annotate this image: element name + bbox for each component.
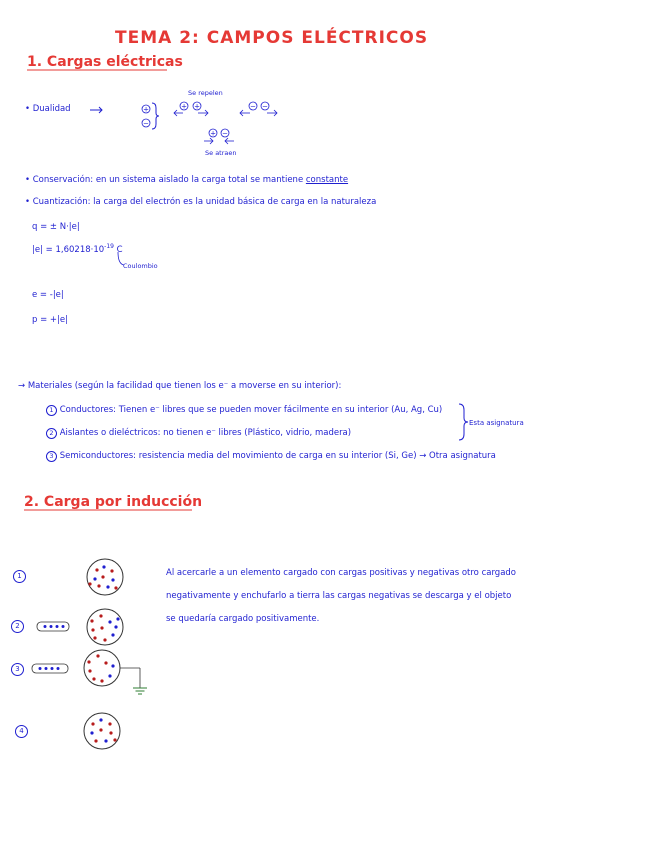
- formula-e-unit: C: [116, 244, 123, 255]
- sphere-step-2: [87, 609, 123, 645]
- repel-positive-icon: [174, 102, 208, 116]
- svg-text:−: −: [250, 102, 256, 111]
- induccion-line-1: Al acercarle a un elemento cargado con cargas positivas y negativas otro cargado: [166, 568, 516, 578]
- formula-q: q = ± N·|e|: [32, 222, 80, 232]
- step-3-label: 3: [11, 663, 24, 676]
- section-2-heading: 2. Carga por inducción: [24, 494, 203, 510]
- material-number-3: 3: [46, 451, 57, 462]
- step-4-label: 4: [15, 725, 28, 738]
- coulombio-label: Coulombio: [123, 262, 158, 270]
- material-text-2: Aislantes o dieléctricos: no tienen e⁻ libres (Plástico, vidrio, madera): [59, 428, 352, 438]
- material-text-3: Semiconductores: resistencia media del movimiento de carga en su interior (Si, Ge) → Otra asignatura: [59, 451, 496, 461]
- charged-rod-step-3: [32, 664, 68, 673]
- sphere-step-4: [84, 713, 120, 749]
- material-number-1: 1: [46, 405, 57, 416]
- svg-text:−: −: [143, 119, 149, 128]
- step-1-label: 1: [13, 570, 26, 583]
- material-text-1: Conductores: Tienen e⁻ libres que se pueden mover fácilmente en su interior (Au, Ag, Cu): [59, 405, 443, 415]
- charge-pair-icon: [142, 105, 150, 128]
- induccion-line-2: negativamente y enchufarlo a tierra las cargas negativas se descarga y el objeto: [166, 591, 512, 601]
- materiales-intro: → Materiales (según la facilidad que tienen los e⁻ a moverse en su interior):: [18, 381, 342, 391]
- ground-icon: [120, 668, 147, 694]
- dualidad-brace: [152, 103, 159, 129]
- conservacion-body: • Conservación: en un sistema aislado la carga total se mantiene: [25, 175, 304, 185]
- sphere-step-3: [84, 650, 120, 686]
- materials-brace: [459, 404, 468, 440]
- svg-text:+: +: [143, 105, 149, 114]
- formula-e-exponent: -19: [104, 243, 114, 250]
- proton-charge: p = +|e|: [32, 315, 69, 325]
- cuantizacion-text: • Cuantización: la carga del electrón es la unidad básica de carga en la naturaleza: [25, 197, 377, 207]
- step-2-label: 2: [11, 620, 24, 633]
- material-number-2: 2: [46, 428, 57, 439]
- svg-text:−: −: [222, 129, 228, 138]
- dualidad-label: • Dualidad: [25, 104, 71, 114]
- induccion-line-3: se quedaría cargado positivamente.: [166, 614, 320, 624]
- section-1-heading: 1. Cargas eléctricas: [27, 54, 183, 70]
- attract-pair-icon: [204, 129, 234, 144]
- svg-text:+: +: [210, 129, 216, 138]
- charged-rod-step-2: [37, 622, 69, 631]
- se-repelen-label: Se repelen: [188, 89, 223, 97]
- svg-text:+: +: [181, 102, 187, 111]
- coulombio-pointer: [118, 252, 124, 265]
- page-title: TEMA 2: CAMPOS ELÉCTRICOS: [115, 28, 429, 48]
- sphere-step-1: [87, 559, 123, 595]
- svg-text:−: −: [262, 102, 268, 111]
- se-atraen-label: Se atraen: [205, 149, 237, 157]
- conservacion-keyword: constante: [305, 175, 349, 185]
- esta-asignatura-note: Esta asignatura: [469, 419, 524, 427]
- repel-negative-icon: [240, 102, 277, 116]
- electron-charge: e = -|e|: [32, 290, 64, 300]
- formula-e-base: |e| = 1,60218·10: [32, 244, 105, 255]
- svg-text:+: +: [194, 102, 200, 111]
